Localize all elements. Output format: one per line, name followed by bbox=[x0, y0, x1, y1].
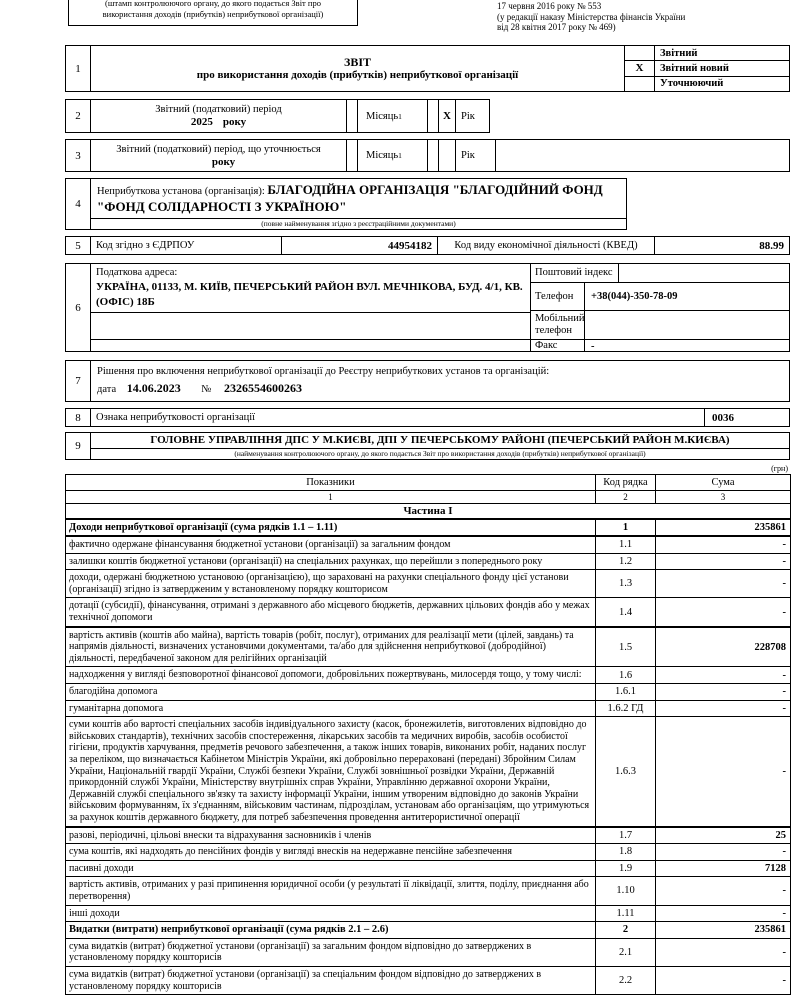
phone-value: +38(044)-350-78-09 bbox=[591, 291, 678, 302]
table-row bbox=[66, 553, 791, 570]
table-header-row bbox=[66, 475, 791, 491]
authority-name: ГОЛОВНЕ УПРАВЛІННЯ ДПС У М.КИЄВІ, ДПІ У ПЕЧЕРСЬКОМУ РАЙОНІ (ПЕЧЕРСЬКИЙ РАЙОН М.КИЄВА) bbox=[91, 433, 789, 449]
row-sum: 25 bbox=[656, 827, 791, 844]
page-header bbox=[65, 0, 790, 36]
month-label: Місяць bbox=[366, 110, 399, 122]
table-row bbox=[66, 922, 791, 939]
row-number: 3 bbox=[66, 140, 91, 171]
row-label: разові, періодичні, цільові внески та відрахування засновників і членів bbox=[66, 827, 596, 844]
phone-row bbox=[531, 282, 789, 310]
row-label: Видатки (витрати) неприбуткової організації (сума рядків 2.1 – 2.6) bbox=[66, 922, 596, 939]
row-sum: 235861 bbox=[656, 922, 791, 939]
month-label-cell bbox=[357, 100, 427, 132]
period-value bbox=[202, 156, 235, 169]
month-checkbox[interactable] bbox=[346, 100, 357, 132]
table-row bbox=[66, 717, 791, 827]
row-code: 1.6.2 ГД bbox=[596, 700, 656, 717]
fax-value: - bbox=[591, 340, 595, 352]
row-reporting-period bbox=[65, 99, 490, 133]
address-block bbox=[91, 264, 531, 351]
period-label-block bbox=[91, 140, 346, 171]
row-sum: - bbox=[656, 938, 791, 966]
row-code: 1.6 bbox=[596, 667, 656, 684]
row-label: гуманітарна допомога bbox=[66, 700, 596, 717]
row-number: 8 bbox=[66, 409, 91, 426]
row-number: 2 bbox=[66, 100, 91, 132]
date-label: дата bbox=[97, 384, 117, 395]
order-line: від 28 квітня 2017 року № 469) bbox=[497, 22, 616, 32]
row-code: 1.6.1 bbox=[596, 684, 656, 701]
order-reference bbox=[497, 1, 685, 33]
table-row bbox=[66, 536, 791, 553]
organization-line bbox=[91, 179, 626, 218]
row-sum: - bbox=[656, 877, 791, 905]
nonprofit-label: Ознака неприбутковості організації bbox=[96, 412, 256, 423]
section-row bbox=[66, 504, 791, 519]
col-number: 1 bbox=[66, 491, 596, 504]
mobile-label: Мобільний телефон bbox=[531, 311, 585, 339]
row-authority bbox=[65, 432, 790, 460]
empty-cell bbox=[91, 339, 530, 351]
table-row bbox=[66, 905, 791, 922]
row-code: 1.8 bbox=[596, 844, 656, 861]
fax-row bbox=[531, 339, 789, 352]
row-clarified-period bbox=[65, 139, 790, 172]
row-number: 6 bbox=[66, 264, 91, 351]
row-number: 1 bbox=[66, 46, 91, 91]
row-sum: - bbox=[656, 700, 791, 717]
authority-block bbox=[91, 433, 789, 459]
row-label: сума видатків (витрат) бюджетної установи (організації) за загальним фондом відповідно до затверджених в установленому порядку кошторисів bbox=[66, 938, 596, 966]
edrpou-value: 44954182 bbox=[281, 237, 438, 254]
row-registry-decision bbox=[65, 360, 790, 402]
year-checkbox[interactable]: X bbox=[438, 100, 455, 132]
table-row bbox=[66, 598, 791, 627]
row-nonprofit-code bbox=[65, 408, 790, 427]
mobile-row bbox=[531, 310, 789, 339]
row-code: 2.1 bbox=[596, 938, 656, 966]
table-row bbox=[66, 860, 791, 877]
decision-values bbox=[97, 379, 783, 399]
row-sum: 228708 bbox=[656, 627, 791, 667]
row-code: 1.6.3 bbox=[596, 717, 656, 827]
report-type-checkbox[interactable] bbox=[625, 77, 655, 91]
header-code: Код рядка bbox=[596, 475, 656, 491]
period-label: Звітний (податковий) період, що уточнюється bbox=[116, 143, 321, 155]
row-label: залишки коштів бюджетної установи (організації) на спеціальних рахунках, що перейшли з попереднього року bbox=[66, 553, 596, 570]
table-row bbox=[66, 570, 791, 598]
row-label: інші доходи bbox=[66, 905, 596, 922]
period-label-block bbox=[91, 100, 346, 132]
row-sum: - bbox=[656, 966, 791, 994]
row-code: 1.11 bbox=[596, 905, 656, 922]
organization-name: БЛАГОДІЙНА ОРГАНІЗАЦІЯ "БЛАГОДІЙНИЙ ФОНД "ФОНД СОЛІДАРНОСТІ З УКРАЇНОЮ" bbox=[97, 182, 603, 214]
year-label: Рік bbox=[455, 140, 495, 171]
year-checkbox[interactable] bbox=[438, 140, 455, 171]
row-number: 9 bbox=[66, 433, 91, 459]
report-title: ЗВІТ bbox=[343, 55, 371, 69]
period-value bbox=[191, 116, 246, 129]
table-colnum-row bbox=[66, 491, 791, 504]
currency-note: (грн) bbox=[771, 464, 788, 473]
row-code: 1.3 bbox=[596, 570, 656, 598]
table-row bbox=[66, 667, 791, 684]
row-label: пасивні доходи bbox=[66, 860, 596, 877]
table-row bbox=[66, 700, 791, 717]
row-sum: - bbox=[656, 905, 791, 922]
row-sum: - bbox=[656, 667, 791, 684]
edrpou-label: Код згідно з ЄДРПОУ bbox=[96, 240, 195, 251]
date-value: 14.06.2023 bbox=[126, 381, 181, 395]
period-label: Звітний (податковий) період bbox=[155, 104, 282, 115]
report-subtitle: про використання доходів (прибутків) неприбуткової організації bbox=[196, 69, 519, 81]
row-label: сума коштів, які надходять до пенсійних фондів у вигляді внесків на недержавне пенсійне забезпечення bbox=[66, 844, 596, 861]
kved-label: Код виду економічної діяльності (КВЕД) bbox=[454, 240, 638, 251]
row-label: вартість активів, отриманих у разі припинення юридичної особи (у результаті її ліквідації, злиття, поділу, приєднання або перетворення) bbox=[66, 877, 596, 905]
row-code: 1.5 bbox=[596, 627, 656, 667]
header-indicators: Показники bbox=[66, 475, 596, 491]
table-row bbox=[66, 627, 791, 667]
row-codes bbox=[65, 236, 790, 255]
row-sum: - bbox=[656, 598, 791, 627]
row-sum: 7128 bbox=[656, 860, 791, 877]
table-row bbox=[66, 827, 791, 844]
row-number: 4 bbox=[66, 179, 91, 229]
report-title-block bbox=[91, 46, 624, 91]
row-organization bbox=[65, 178, 627, 230]
row-sum: - bbox=[656, 844, 791, 861]
stamp-note: (штамп контролюючого органу, до якого подається Звіт про використання доходів (прибутків) неприбуткової організації) bbox=[68, 0, 358, 26]
phone-label: Телефон bbox=[531, 283, 585, 310]
row-code: 1.1 bbox=[596, 536, 656, 553]
row-sum: - bbox=[656, 717, 791, 827]
address-label: Податкова адреса: bbox=[96, 267, 178, 278]
month-label: Місяць bbox=[366, 150, 399, 161]
table-row bbox=[66, 519, 791, 537]
row-address bbox=[65, 263, 790, 352]
row-code: 1.9 bbox=[596, 860, 656, 877]
empty-cell bbox=[495, 140, 789, 171]
row-code: 1.7 bbox=[596, 827, 656, 844]
table-row bbox=[66, 966, 791, 994]
row-label: дотації (субсидії), фінансування, отримані з державного або місцевого бюджетів, державних цільових фондів або у межах технічної допомоги bbox=[66, 598, 596, 627]
row-sum: - bbox=[656, 684, 791, 701]
report-type-checkbox[interactable] bbox=[625, 46, 655, 60]
order-line: (у редакції наказу Міністерства фінансів України bbox=[497, 11, 686, 22]
number-label: № bbox=[201, 384, 212, 395]
postal-label: Поштовий індекс bbox=[531, 264, 619, 282]
month-checkbox[interactable] bbox=[346, 140, 357, 171]
year-label: Рік bbox=[455, 100, 495, 132]
report-type-option bbox=[625, 76, 789, 91]
row-report-title bbox=[65, 45, 790, 92]
spacer-cell bbox=[427, 140, 438, 171]
row-sum: - bbox=[656, 570, 791, 598]
row-code: 1 bbox=[596, 519, 656, 537]
row-sum: 235861 bbox=[656, 519, 791, 537]
report-type-label: Звітний новий bbox=[660, 62, 729, 74]
header-sum: Сума bbox=[656, 475, 791, 491]
row-label: фактично одержане фінансування бюджетної установи (організації) за загальним фондом bbox=[66, 536, 596, 553]
organization-block bbox=[91, 179, 626, 229]
kved-value: 88.99 bbox=[654, 237, 789, 254]
contacts-block bbox=[531, 264, 789, 351]
row-label: благодійна допомога bbox=[66, 684, 596, 701]
section-title: Частина I bbox=[66, 504, 791, 519]
organization-note: (повне найменування згідно з реєстраційними документами) bbox=[91, 218, 626, 229]
report-type-label: Звітний bbox=[660, 47, 698, 59]
row-code: 1.10 bbox=[596, 877, 656, 905]
table-row bbox=[66, 877, 791, 905]
table-row bbox=[66, 684, 791, 701]
footnote-marker: 1 bbox=[398, 151, 402, 160]
period-year: 2025 bbox=[190, 116, 213, 128]
fax-label: Факс bbox=[531, 340, 585, 352]
row-code: 2 bbox=[596, 922, 656, 939]
col-number: 2 bbox=[596, 491, 656, 504]
row-label: сума видатків (витрат) бюджетної установи (організації) за спеціальним фондом відповідно до затверджених в установленому порядку кошторисів bbox=[66, 966, 596, 994]
row-code: 2.2 bbox=[596, 966, 656, 994]
report-type-selector bbox=[624, 46, 789, 91]
report-table bbox=[65, 474, 791, 995]
col-number: 3 bbox=[656, 491, 791, 504]
organization-label: Неприбуткова установа (організація): bbox=[97, 186, 265, 197]
report-type-option bbox=[625, 46, 789, 60]
empty-cell bbox=[91, 312, 530, 339]
order-line: 17 червня 2016 року № 553 bbox=[497, 1, 602, 11]
row-number: 7 bbox=[66, 361, 91, 401]
row-label: надходження у вигляді безповоротної фінансової допомоги, добровільних пожертвувань, милосердя тощо, у тому числі: bbox=[66, 667, 596, 684]
report-type-option bbox=[625, 60, 789, 75]
spacer-cell bbox=[427, 100, 438, 132]
decision-block bbox=[91, 361, 789, 401]
report-type-checkbox[interactable]: X bbox=[625, 61, 655, 75]
nonprofit-value: 0036 bbox=[704, 409, 789, 426]
month-label-cell bbox=[357, 140, 427, 171]
row-label: доходи, одержані бюджетною установою (організацією), що зараховані на рахунки спеціального фонду цієї установи (організації) згідно із затвердженим у встановленому порядку кошторисом bbox=[66, 570, 596, 598]
number-value: 2326554600263 bbox=[224, 381, 303, 395]
footnote-marker: 1 bbox=[398, 111, 402, 121]
row-label: Доходи неприбуткової організації (сума рядків 1.1 – 1.11) bbox=[66, 519, 596, 537]
period-year-word: року bbox=[222, 116, 247, 128]
period-year-word: року bbox=[211, 155, 236, 168]
table-row bbox=[66, 844, 791, 861]
row-code: 1.2 bbox=[596, 553, 656, 570]
decision-label: Рішення про включення неприбуткової організації до Реєстру неприбуткових установ та організацій: bbox=[97, 366, 550, 377]
row-sum: - bbox=[656, 536, 791, 553]
row-label: суми коштів або вартості спеціальних засобів індивідуального захисту (касок, бронежилетів, виготовлених відповідно до військових стандартів), технічних засобів спостереження, лікарських засобів та медичних виробів, засобів особистої гігієни, продуктів харчування, предметів речового забезпечення, а також інших товарів, виконаних робіт, наданих послуг за переліком, що визначається Кабінетом Міністрів України, які добровільно перераховані (передані) Збройним Силам України, Національній гвардії України, Службі безпеки України, Службі зовнішньої розвідки України, Державній прикордонній службі України, Міністерству внутрішніх справ України, Управлінню державної охорони України, Державній службі спеціального зв'язку та захисту інформації України, іншим утвореним відповідно до законів України військовим формуванням, їх з'єднанням, військовим частинам, підрозділам, установам або організаціям, що утримуються за рахунок коштів державного бюджету, для потреб забезпечення проведення антитерористичної операції bbox=[66, 717, 596, 827]
address-area bbox=[91, 264, 530, 312]
row-label: вартість активів (коштів або майна), вартість товарів (робіт, послуг), отриманих для реалізації мети (цілей, завдань) та напрямів діяльності, визначених установчими документами, та/або для здійснення неприбуткової (добродійної) діяльності, передбаченої законом для релігійних організацій bbox=[66, 627, 596, 667]
address-value: УКРАЇНА, 01133, М. КИЇВ, ПЕЧЕРСЬКИЙ РАЙОН ВУЛ. МЕЧНІКОВА, БУД. 4/1, КВ. (ОФІС) 18Б bbox=[96, 281, 523, 308]
row-code: 1.4 bbox=[596, 598, 656, 627]
row-sum: - bbox=[656, 553, 791, 570]
postal-row bbox=[531, 264, 789, 282]
table-row bbox=[66, 938, 791, 966]
row-number: 5 bbox=[66, 237, 91, 254]
authority-note: (найменування контролюючого органу, до якого подається Звіт про використання доходів (прибутків) неприбуткової організації) bbox=[234, 449, 646, 458]
report-type-label: Уточнюючий bbox=[660, 78, 724, 90]
